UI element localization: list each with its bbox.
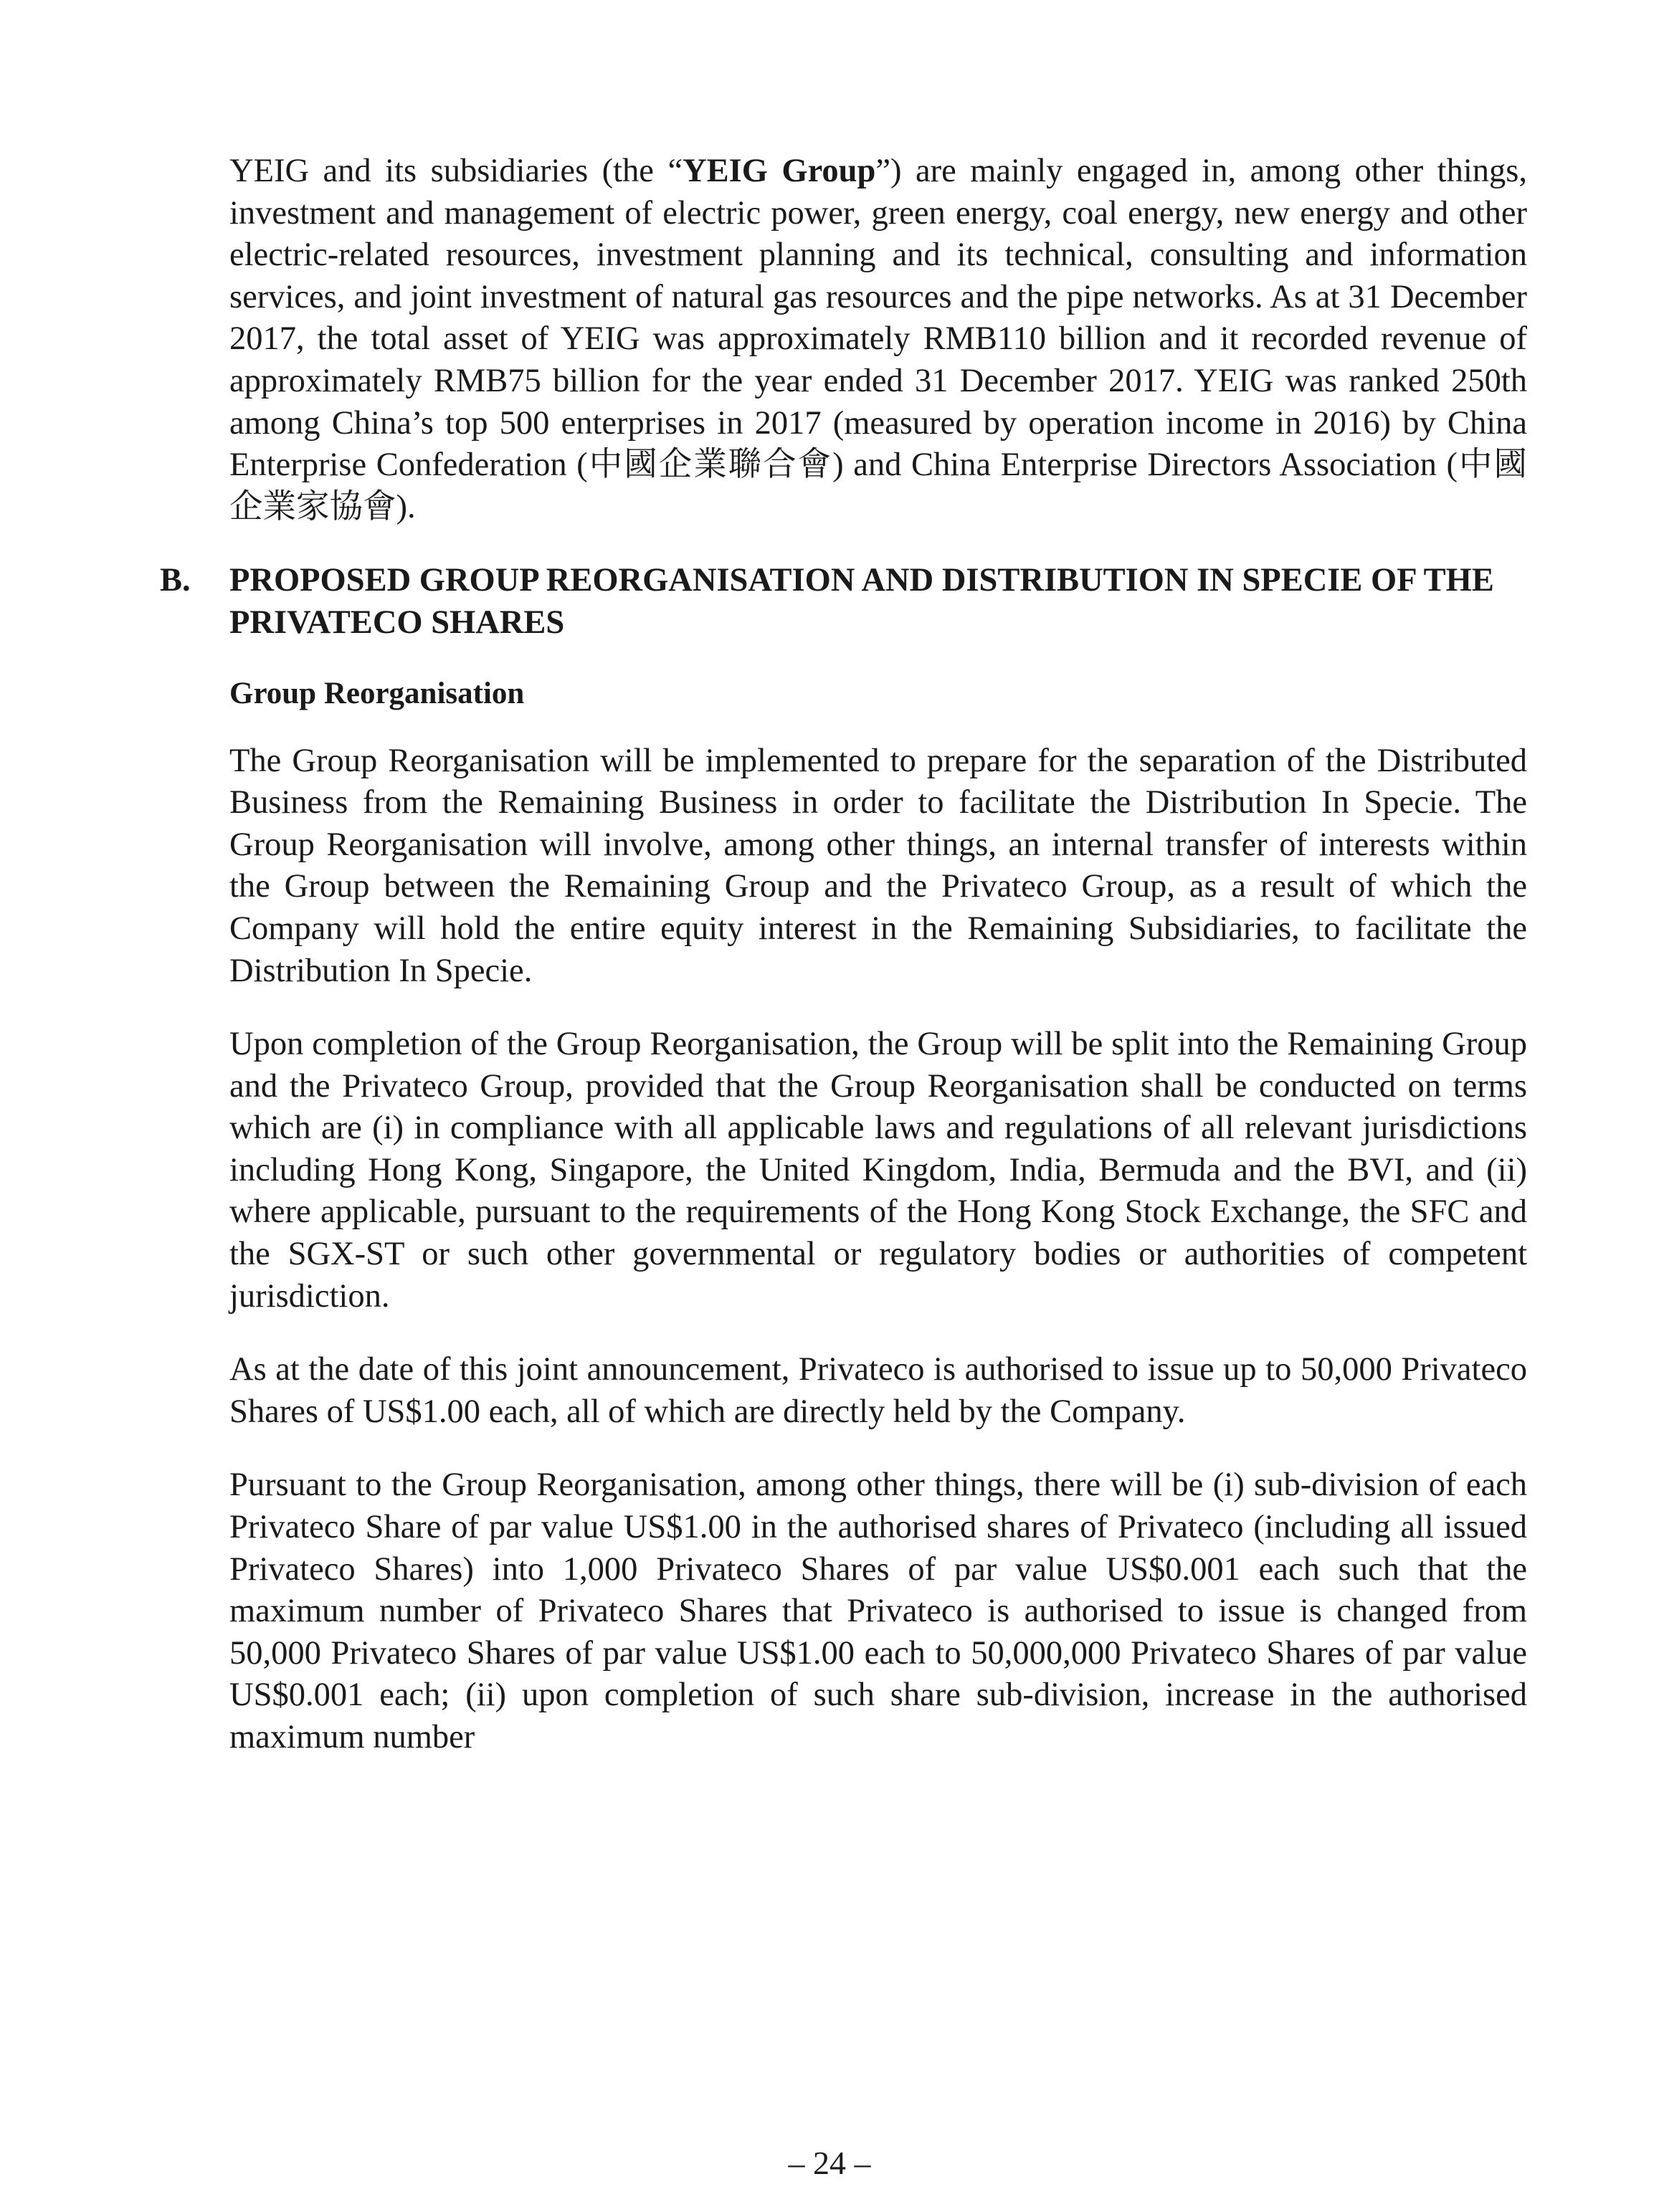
subheading: Group Reorganisation [229, 676, 525, 710]
paragraph: The Group Reorganisation will be implemented to prepare for the separation of the Distributed Business from the Remaining Business in order to facilitate the Distribution In Specie. The Group Reorganisation will involve, among other things, an internal transfer of interests within the Group between the Remaining Group and the Privateco Group, as a result of which the Company will hold the entire equity interest in the Remaining Subsidiaries, to facilitate the Distribution In Specie. [229, 742, 1527, 989]
defined-term: YEIG Group [683, 153, 876, 189]
paragraph-yeig-group [229, 151, 1527, 528]
section-letter: B. [160, 562, 191, 599]
paragraph: Pursuant to the Group Reorganisation, among other things, there will be (i) sub-division of each Privateco Share of par value US$1.00 in the authorised shares of Privateco (including all issued Privateco Shares) into 1,000 Privateco Shares of par value US$0.001 each such that the maximum number of Privateco Shares that Privateco is authorised to issue is changed from 50,000 Privateco Shares of par value US$1.00 each to 50,000,000 Privateco Shares of par value US$0.001 each; (ii) upon completion of such share sub-division, increase in the authorised maximum number [229, 1467, 1527, 1755]
document-page [160, 151, 1527, 1791]
paragraph: Upon completion of the Group Reorganisation, the Group will be split into the Remaining Group and the Privateco Group, provided that the Group Reorganisation shall be conducted on terms which are (i) in compliance with all applicable laws and regulations of all relevant jurisdictions including Hong Kong, Singapore, the United Kingdom, India, Bermuda and the BVI, and (ii) where applicable, pursuant to the requirements of the Hong Kong Stock Exchange, the SFC and the SGX-ST or such other governmental or regulatory bodies or authorities of competent jurisdiction. [229, 1026, 1527, 1315]
paragraph-text: YEIG and its subsidiaries (the “ [229, 153, 683, 189]
section-heading [160, 560, 1527, 644]
paragraph: As at the date of this joint announcement, Privateco is authorised to issue up to 50,000 Privateco Shares of US$1.00 each, all of which are directly held by the Company. [229, 1351, 1527, 1430]
paragraph-text: ”) are mainly engaged in, among other things, investment and management of electric power, green energy, coal energy, new energy and other electric-related resources, investment planning and its technical, consulting and information services, and joint investment of natural gas resources and the pipe networks. As at 31 December 2017, the total asset of YEIG was approximately RMB110 billion and it recorded revenue of approximately RMB75 billion for the year ended 31 December 2017. YEIG was ranked 250th among China’s top 500 enterprises in 2017 (measured by operation income in 2016) by China Enterprise Confederation (中國企業聯合會) and China Enterprise Directors Association (中國企業家協會). [229, 153, 1527, 525]
section-title: PROPOSED GROUP REORGANISATION AND DISTRIBUTION IN SPECIE OF THE PRIVATECO SHARES [229, 562, 1494, 641]
page-number: – 24 – [788, 2145, 871, 2181]
